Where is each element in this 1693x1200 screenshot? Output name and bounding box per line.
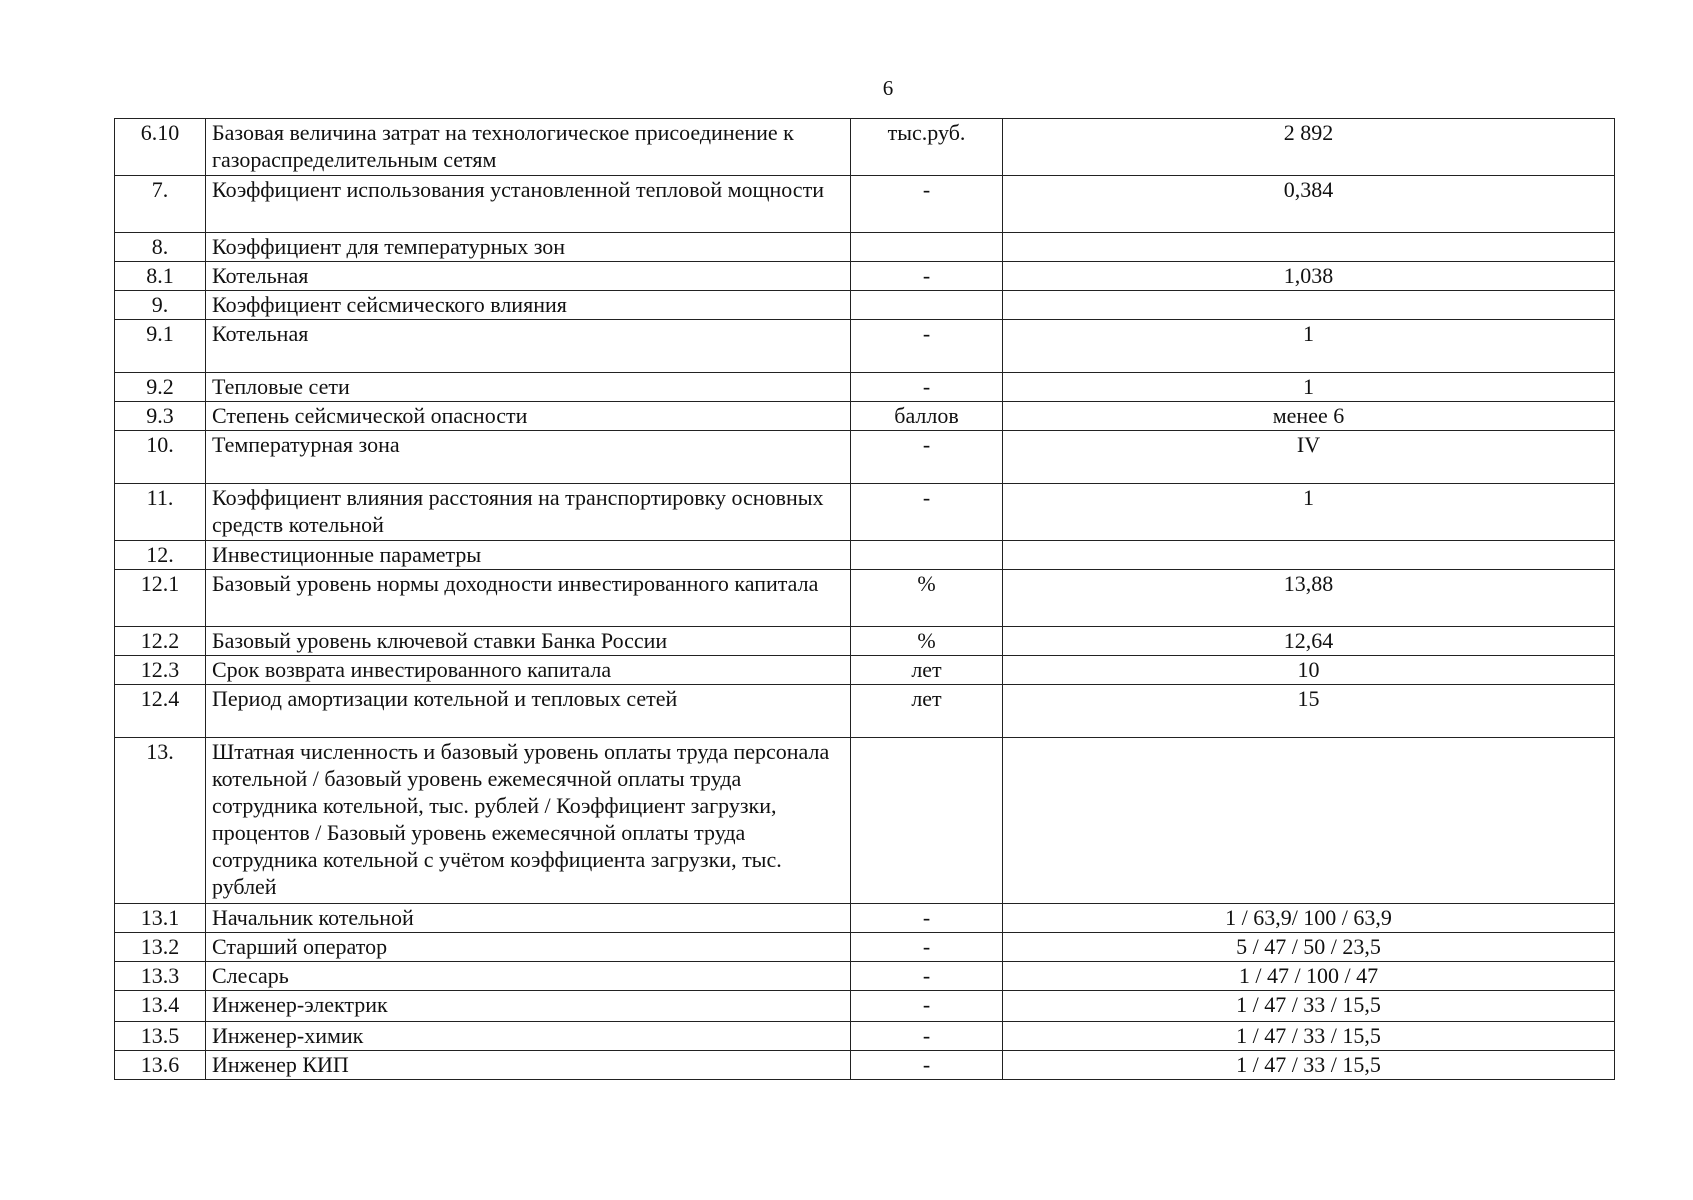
table-row [115,1051,1615,1080]
row-number: 11. [115,484,206,541]
row-unit [851,541,1003,570]
row-name: Инженер КИП [206,1051,851,1080]
row-number: 12.1 [115,570,206,627]
table-row [115,738,1615,904]
row-number: 9.2 [115,373,206,402]
row-unit: - [851,431,1003,484]
row-number: 13. [115,738,206,904]
row-value [1003,541,1615,570]
row-unit: - [851,904,1003,933]
row-number: 12.2 [115,627,206,656]
row-value: 1 / 47 / 33 / 15,5 [1003,1051,1615,1080]
table-row [115,431,1615,484]
row-number: 13.1 [115,904,206,933]
row-value: 0,384 [1003,176,1615,233]
row-number: 12.4 [115,685,206,738]
row-unit: тыс.руб. [851,119,1003,176]
row-unit: % [851,627,1003,656]
row-value: 10 [1003,656,1615,685]
row-value: 1,038 [1003,262,1615,291]
row-name: Степень сейсмической опасности [206,402,851,431]
row-unit [851,738,1003,904]
row-number: 13.5 [115,1022,206,1051]
row-value [1003,233,1615,262]
row-name: Инвестиционные параметры [206,541,851,570]
row-name: Базовая величина затрат на технологическое присоединение к газораспределительным сетям [206,119,851,176]
row-number: 10. [115,431,206,484]
row-unit: лет [851,685,1003,738]
row-number: 6.10 [115,119,206,176]
row-value: 2 892 [1003,119,1615,176]
row-name: Инженер-химик [206,1022,851,1051]
row-name: Инженер-электрик [206,991,851,1022]
row-unit: - [851,484,1003,541]
row-name: Температурная зона [206,431,851,484]
row-value: 1 [1003,320,1615,373]
row-value: IV [1003,431,1615,484]
row-value: 12,64 [1003,627,1615,656]
row-value [1003,291,1615,320]
row-name: Коэффициент использования установленной тепловой мощности [206,176,851,233]
row-value: менее 6 [1003,402,1615,431]
row-name: Базовый уровень нормы доходности инвестированного капитала [206,570,851,627]
table-row [115,262,1615,291]
row-number: 13.4 [115,991,206,1022]
row-number: 13.2 [115,933,206,962]
row-unit: - [851,176,1003,233]
row-unit: - [851,262,1003,291]
row-number: 9.1 [115,320,206,373]
table-row [115,904,1615,933]
row-number: 9. [115,291,206,320]
table-row [115,933,1615,962]
row-value: 1 / 47 / 100 / 47 [1003,962,1615,991]
row-value: 5 / 47 / 50 / 23,5 [1003,933,1615,962]
table-row [115,373,1615,402]
row-number: 12.3 [115,656,206,685]
row-name: Котельная [206,320,851,373]
row-number: 12. [115,541,206,570]
row-value: 1 [1003,373,1615,402]
table-row [115,484,1615,541]
row-unit [851,233,1003,262]
row-number: 7. [115,176,206,233]
row-unit: лет [851,656,1003,685]
table-row [115,541,1615,570]
row-name: Старший оператор [206,933,851,962]
table-row [115,991,1615,1022]
row-name: Базовый уровень ключевой ставки Банка России [206,627,851,656]
row-value: 1 / 47 / 33 / 15,5 [1003,991,1615,1022]
table-row [115,176,1615,233]
table-row [115,402,1615,431]
row-name: Коэффициент сейсмического влияния [206,291,851,320]
table-row [115,1022,1615,1051]
row-unit: - [851,962,1003,991]
row-value: 1 [1003,484,1615,541]
row-name: Слесарь [206,962,851,991]
row-name: Коэффициент для температурных зон [206,233,851,262]
table-row [115,685,1615,738]
table-row [115,320,1615,373]
table-row [115,962,1615,991]
row-name: Котельная [206,262,851,291]
row-number: 9.3 [115,402,206,431]
row-unit: - [851,1022,1003,1051]
row-number: 8.1 [115,262,206,291]
row-name: Коэффициент влияния расстояния на транспортировку основных средств котельной [206,484,851,541]
row-unit: % [851,570,1003,627]
parameters-table [114,118,1615,1080]
row-value: 13,88 [1003,570,1615,627]
table-row [115,233,1615,262]
row-unit: баллов [851,402,1003,431]
row-unit: - [851,991,1003,1022]
row-unit: - [851,373,1003,402]
row-name: Штатная численность и базовый уровень оплаты труда персонала котельной / базовый уровень ежемесячной оплаты труда сотрудника котельной, тыс. рублей / Коэффициент загрузки, процентов / Базовый уровень ежемесячной оплаты труда сотрудника котельной с учётом коэффициента загрузки, тыс. рублей [206,738,851,904]
table-row [115,656,1615,685]
row-value [1003,738,1615,904]
row-name: Тепловые сети [206,373,851,402]
row-unit: - [851,320,1003,373]
row-name: Начальник котельной [206,904,851,933]
row-unit: - [851,933,1003,962]
table-row [115,291,1615,320]
row-name: Срок возврата инвестированного капитала [206,656,851,685]
row-value: 1 / 63,9/ 100 / 63,9 [1003,904,1615,933]
row-value: 1 / 47 / 33 / 15,5 [1003,1022,1615,1051]
row-value: 15 [1003,685,1615,738]
row-unit [851,291,1003,320]
row-number: 13.6 [115,1051,206,1080]
table-row [115,570,1615,627]
page-number: 6 [882,76,894,100]
table-row [115,627,1615,656]
table-row [115,119,1615,176]
row-number: 8. [115,233,206,262]
row-unit: - [851,1051,1003,1080]
row-name: Период амортизации котельной и тепловых сетей [206,685,851,738]
row-number: 13.3 [115,962,206,991]
